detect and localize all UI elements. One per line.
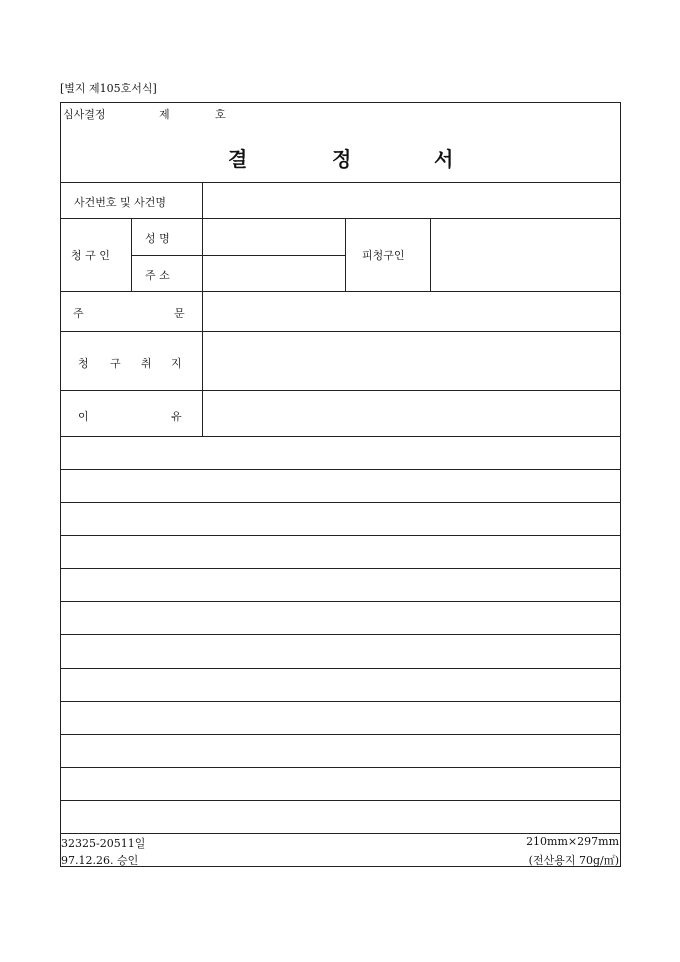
approval-date: 97.12.26. 승인: [61, 854, 139, 867]
label-column-divider: [202, 182, 203, 436]
claimant-label: 청 구 인: [71, 249, 110, 262]
claim-purpose-char-1: 청: [78, 357, 89, 370]
ruled-line: [61, 833, 620, 834]
claim-purpose-char-2: 구: [110, 357, 121, 370]
decision-number-label: 심사결정: [63, 108, 106, 121]
ruled-line: [61, 701, 620, 702]
paper-size: 210mm×297mm: [526, 835, 619, 848]
name-label: 성 명: [145, 232, 170, 245]
ruled-line: [61, 668, 620, 669]
title-char-1: 결: [228, 147, 248, 171]
divider-name-address-label: [131, 255, 202, 256]
respondent-label: 피청구인: [362, 249, 405, 262]
form-code: 32325-20511일: [61, 837, 146, 850]
ruled-line: [61, 767, 620, 768]
divider-name-address: [202, 255, 345, 256]
decision-form-frame: [60, 102, 621, 867]
claim-purpose-char-3: 취: [141, 357, 152, 370]
ruled-line: [61, 502, 620, 503]
reason-label-yu: 유: [171, 410, 182, 423]
respondent-right-divider: [430, 218, 431, 291]
order-label-ju: 주: [73, 307, 84, 320]
claimant-column-divider: [131, 218, 132, 291]
title-char-2: 정: [332, 147, 352, 171]
ruled-line: [61, 734, 620, 735]
ruled-line: [61, 601, 620, 602]
respondent-left-divider: [345, 218, 346, 291]
ruled-line: [61, 568, 620, 569]
case-number-label: 사건번호 및 사건명: [74, 196, 167, 209]
paper-spec: (전산용지 70g/㎡): [528, 854, 619, 867]
divider-order: [61, 331, 620, 332]
order-label-mun: 문: [174, 307, 185, 320]
divider-case: [61, 218, 620, 219]
decision-number-ho: 호: [215, 108, 226, 121]
address-label: 주 소: [145, 269, 170, 282]
claim-purpose-char-4: 지: [171, 357, 182, 370]
divider-title: [61, 182, 620, 183]
reason-label-i: 이: [78, 410, 89, 423]
decision-number-je: 제: [159, 108, 170, 121]
ruled-line: [61, 469, 620, 470]
ruled-line: [61, 800, 620, 801]
divider-reason: [61, 436, 620, 437]
title-char-3: 서: [434, 147, 454, 171]
divider-claimant: [61, 291, 620, 292]
ruled-line: [61, 634, 620, 635]
form-number-label: [별지 제105호서식]: [60, 82, 157, 95]
divider-purpose: [61, 390, 620, 391]
ruled-line: [61, 535, 620, 536]
